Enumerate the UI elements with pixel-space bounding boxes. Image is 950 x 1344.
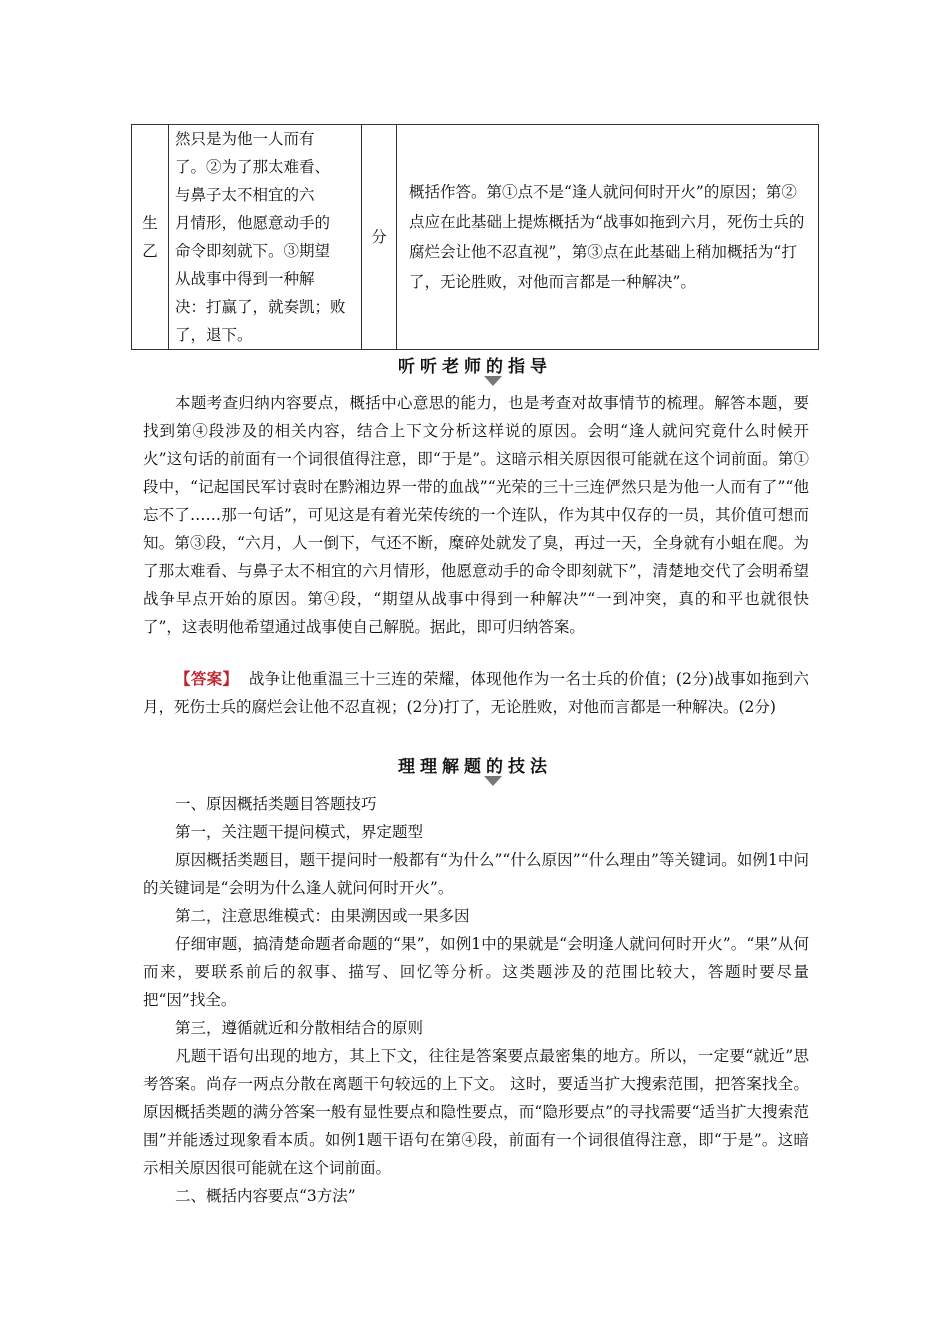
- grading-table: [131, 124, 819, 350]
- student-answer-cell: [169, 125, 362, 350]
- triangle-down-icon: [484, 776, 502, 786]
- technique-paragraph: 原因概括类题目，题干提问时一般都有“为什么”“什么原因”“什么理由”等关键词。如例1中问的关键词是“会明为什么逢人就问何时开火”。: [143, 851, 809, 897]
- table-row: [132, 125, 819, 350]
- section-title: 理理解题的技法: [398, 757, 552, 777]
- answer-line: 月情形，他愿意动手的: [175, 214, 331, 232]
- answer-line: 与鼻子太不相宜的六: [175, 186, 315, 204]
- student-label-char: 乙: [142, 242, 158, 260]
- analysis-paragraph: 本题考查归纳内容要点，概括中心意思的能力，也是考查对故事情节的梳理。解答本题，要找到第④段涉及的相关内容，结合上下文分析这样说的原因。会明“逢人就问究竟什么时候开火”这句话的前面有一个词很值得注意，即“于是”。这暗示相关原因很可能就在这个词前面。第①段中，“记起国民军讨袁时在黔湘边界一带的血战”“光荣的三十三连俨然只是为他一人而有了”“他忘不了……那一句话”，可见这是有着光荣传统的一个连队，作为其中仅存的一员，其价值可想而知。第③段，“六月，人一倒下，气还不断，糜碎处就发了臭，再过一天，全身就有小蛆在爬。为了那太难看、与鼻子太不相宜的六月情形，他愿意动手的命令即刻就下”，清楚地交代了会明希望战争早点开始的原因。第④段，“期望从战事中得到一种解决”“一到冲突，真的和平也就很快了”，这表明他希望通过战事使自己解脱。据此，即可归纳答案。: [143, 394, 809, 636]
- section-header-teacher: [0, 352, 950, 377]
- student-label-cell: [132, 125, 169, 350]
- triangle-down-icon: [484, 376, 502, 386]
- technique-subheading: 第三，遵循就近和分散相结合的原则: [175, 1019, 424, 1037]
- technique-paragraph: 凡题干语句出现的地方，其上下文，往往是答案要点最密集的地方。所以，一定要“就近”思考答案。尚存一两点分散在离题干句较远的上下文。 这时，要适当扩大搜索范围，把答案找全。原因概括类题的满分答案一般有显性要点和隐性要点，而“隐形要点”的寻找需要“适当扩大搜索范围”并能透过现象看本质。如例1题干语句在第④段，前面有一个词很值得注意，即“于是”。这暗示相关原因很可能就在这个词前面。: [143, 1047, 809, 1177]
- answer-line: 决：打赢了，就奏凯；败: [175, 298, 346, 316]
- answer-line: 了。②为了那太难看、: [175, 158, 331, 176]
- answer-line: 命令即刻就下。③期望: [175, 242, 331, 260]
- technique-paragraph: 仔细审题，搞清楚命题者命题的“果”，如例1中的果就是“会明逢人就问何时开火”。“果”从何而来，要联系前后的叙事、描写、回忆等分析。这类题涉及的范围比较大，答题时要尽量把“因”找全。: [143, 935, 809, 1009]
- technique-subheading: 第二，注意思维模式：由果溯因或一果多因: [175, 907, 470, 925]
- technique-heading: 一、原因概括类题目答题技巧: [175, 795, 377, 813]
- section-header-technique: [0, 752, 950, 777]
- answer-line: 从战事中得到一种解: [175, 270, 315, 288]
- answer-text: 战争让他重温三十三连的荣耀，体现他作为一名士兵的价值；(2分)战事如拖到六月，死伤士兵的腐烂会让他不忍直视；(2分)打了，无论胜败，对他而言都是一种解决。(2分): [143, 670, 809, 716]
- answer-tag: 【答案】: [175, 669, 239, 688]
- answer-paragraph: [143, 665, 809, 721]
- technique-heading: 二、概括内容要点“3方法”: [175, 1187, 356, 1205]
- answer-line: 了，退下。: [175, 326, 253, 344]
- answer-line: 然只是为他一人而有: [175, 130, 315, 148]
- score-cell: 分: [362, 125, 397, 350]
- student-label-char: 生: [142, 214, 158, 232]
- technique-subheading: 第一，关注题干提问模式，界定题型: [175, 823, 424, 841]
- section-title: 听听老师的指导: [398, 357, 552, 377]
- comment-cell: 概括作答。第①点不是“逢人就问何时开火”的原因；第②点应在此基础上提炼概括为“战事如拖到六月，死伤士兵的腐烂会让他不忍直视”，第③点在此基础上稍加概括为“打了，无论胜败，对他而言都是一种解决”。: [397, 125, 819, 350]
